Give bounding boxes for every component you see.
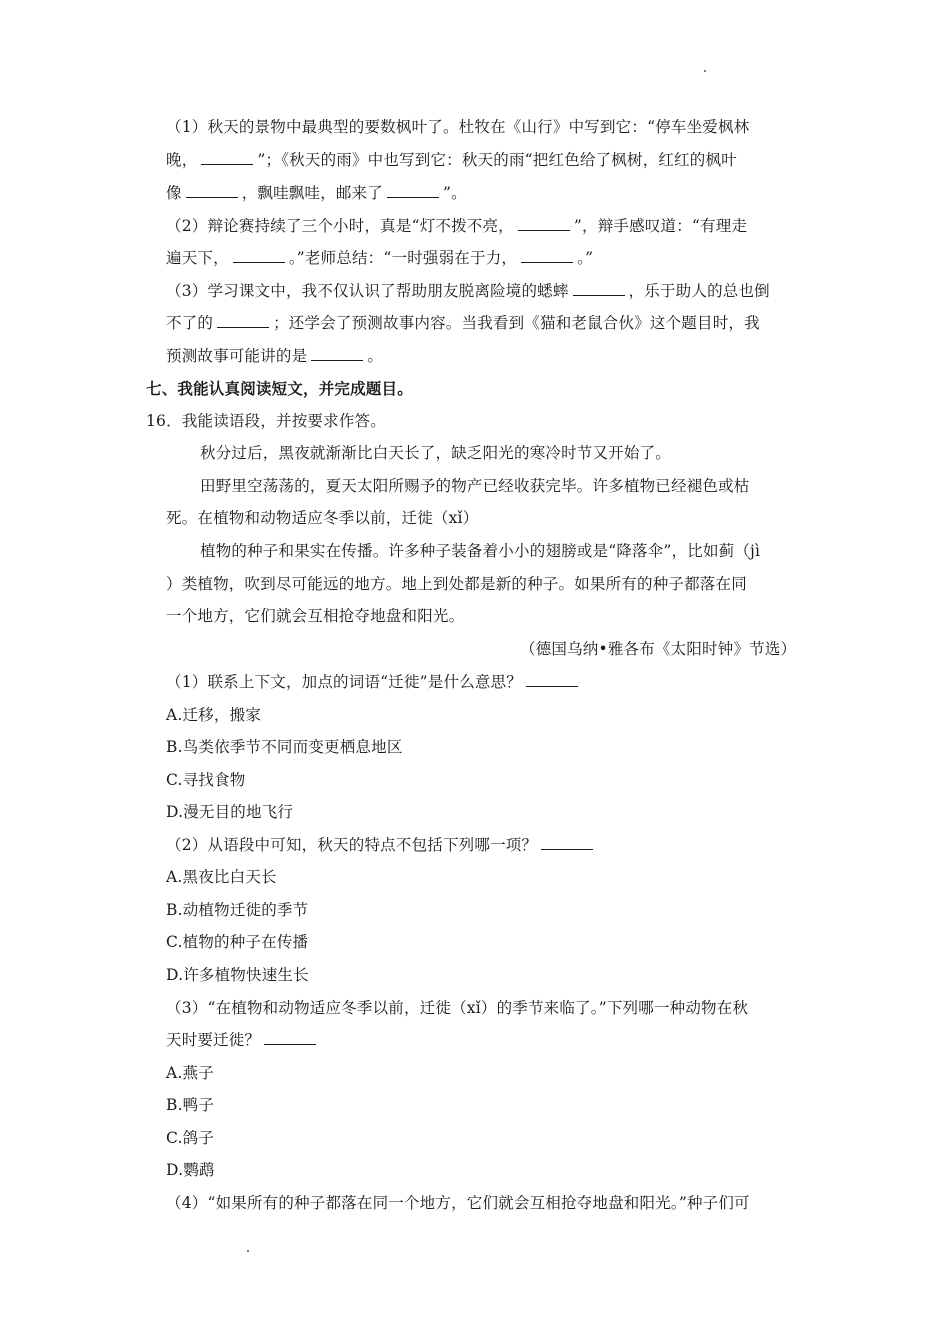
- sub-question-3: （3）“在植物和动物适应冬季以前，迁徙（xǐ）的季节来临了。”下列哪一种动物在秋: [166, 999, 749, 1017]
- text: ，乐于助人的总也倒: [628, 282, 770, 300]
- answer-blank[interactable]: [311, 346, 363, 361]
- q15-p1-line2: [166, 150, 806, 170]
- answer-blank[interactable]: [526, 672, 578, 687]
- answer-blank[interactable]: [217, 313, 269, 328]
- q16-stem: 16．我能读语段，并按要求作答。: [146, 412, 386, 430]
- text: 。”: [577, 249, 594, 267]
- sub-question-1: [166, 672, 806, 692]
- text: 晚，: [166, 151, 198, 169]
- sub-question-3-line2: [166, 1030, 806, 1050]
- passage-paragraph: 田野里空荡荡的，夏天太阳所赐予的物产已经收获完毕。许多植物已经褪色或枯: [200, 477, 750, 495]
- option[interactable]: D.鹦鹉: [166, 1161, 215, 1179]
- option[interactable]: D.许多植物快速生长: [166, 966, 309, 984]
- q15-p3-line3: [166, 346, 806, 366]
- option[interactable]: C.植物的种子在传播: [166, 933, 309, 951]
- q15-p2-line2: [166, 248, 806, 268]
- text: ”。: [443, 184, 467, 202]
- sub-question-2: [166, 835, 806, 855]
- scan-dot: [247, 1250, 249, 1252]
- q15-p3-line1: [166, 281, 806, 301]
- option[interactable]: C.寻找食物: [166, 771, 246, 789]
- text: ”，辩手感叹道：“有理走: [573, 217, 748, 235]
- passage-paragraph: 死。在植物和动物适应冬季以前，迁徙（xǐ）: [166, 509, 479, 527]
- answer-blank[interactable]: [233, 248, 285, 263]
- option[interactable]: D.漫无目的地飞行: [166, 803, 294, 821]
- passage-source: （德国乌纳•雅各布《太阳时钟》节选）: [520, 640, 797, 658]
- option[interactable]: C.鸽子: [166, 1129, 215, 1147]
- passage-paragraph: ）类植物，吹到尽可能远的地方。地上到处都是新的种子。如果所有的种子都落在同: [166, 575, 747, 593]
- q15-p3-line2: [166, 313, 806, 333]
- text: 。”老师总结：“一时强弱在于力，: [288, 249, 518, 267]
- answer-blank[interactable]: [264, 1030, 316, 1045]
- scan-dot: [704, 70, 706, 72]
- text: （3）学习课文中，我不仅认识了帮助朋友脱离险境的蟋蟀: [166, 282, 569, 300]
- answer-blank[interactable]: [521, 248, 573, 263]
- answer-blank[interactable]: [201, 150, 253, 165]
- text: （1）联系上下文，加点的词语“迁徙”是什么意思？: [166, 673, 523, 691]
- text: 像: [166, 184, 182, 202]
- q15-p2-line1: [166, 216, 806, 236]
- text: 预测故事可能讲的是: [166, 347, 308, 365]
- q15-p1-line3: [166, 183, 806, 203]
- passage-paragraph: 一个地方，它们就会互相抢夺地盘和阳光。: [166, 607, 465, 625]
- text: 。: [367, 347, 384, 365]
- option[interactable]: B.鸭子: [166, 1096, 215, 1114]
- option[interactable]: A.迁移，搬家: [166, 706, 262, 724]
- text: ，飘哇飘哇，邮来了: [241, 184, 384, 202]
- text: （2）辩论赛持续了三个小时，真是“灯不拨不亮，: [166, 217, 514, 235]
- text: ”；《秋天的雨》中也写到它：秋天的雨“把红色给了枫树，红红的枫叶: [257, 151, 737, 169]
- sub-question-4: （4）“如果所有的种子都落在同一个地方，它们就会互相抢夺地盘和阳光。”种子们可: [166, 1194, 750, 1212]
- text: ；还学会了预测故事内容。当我看到《猫和老鼠合伙》这个题目时，我: [273, 314, 760, 332]
- answer-blank[interactable]: [387, 183, 439, 198]
- option[interactable]: A.燕子: [166, 1064, 214, 1082]
- answer-blank[interactable]: [518, 216, 570, 231]
- answer-blank[interactable]: [573, 281, 625, 296]
- passage-paragraph: 秋分过后，黑夜就渐渐比白天长了，缺乏阳光的寒冷时节又开始了。: [200, 444, 672, 462]
- option[interactable]: B.鸟类依季节不同而变更栖息地区: [166, 738, 403, 756]
- passage-paragraph: 植物的种子和果实在传播。许多种子装备着小小的翅膀或是“降落伞”，比如蓟（jì: [200, 542, 761, 560]
- section-heading: 七、我能认真阅读短文，并完成题目。: [146, 379, 413, 398]
- text: 不了的: [166, 314, 214, 332]
- answer-blank[interactable]: [541, 835, 593, 850]
- text: 天时要迁徙？: [166, 1031, 261, 1049]
- option[interactable]: A.黑夜比白天长: [166, 868, 277, 886]
- text: 遍天下，: [166, 249, 229, 267]
- q15-p1-line1: （1）秋天的景物中最典型的要数枫叶了。杜牧在《山行》中写到它：“停车坐爱枫林: [166, 118, 750, 136]
- option[interactable]: B.动植物迁徙的季节: [166, 901, 309, 919]
- text: （2）从语段中可知，秋天的特点不包括下列哪一项？: [166, 836, 538, 854]
- answer-blank[interactable]: [186, 183, 238, 198]
